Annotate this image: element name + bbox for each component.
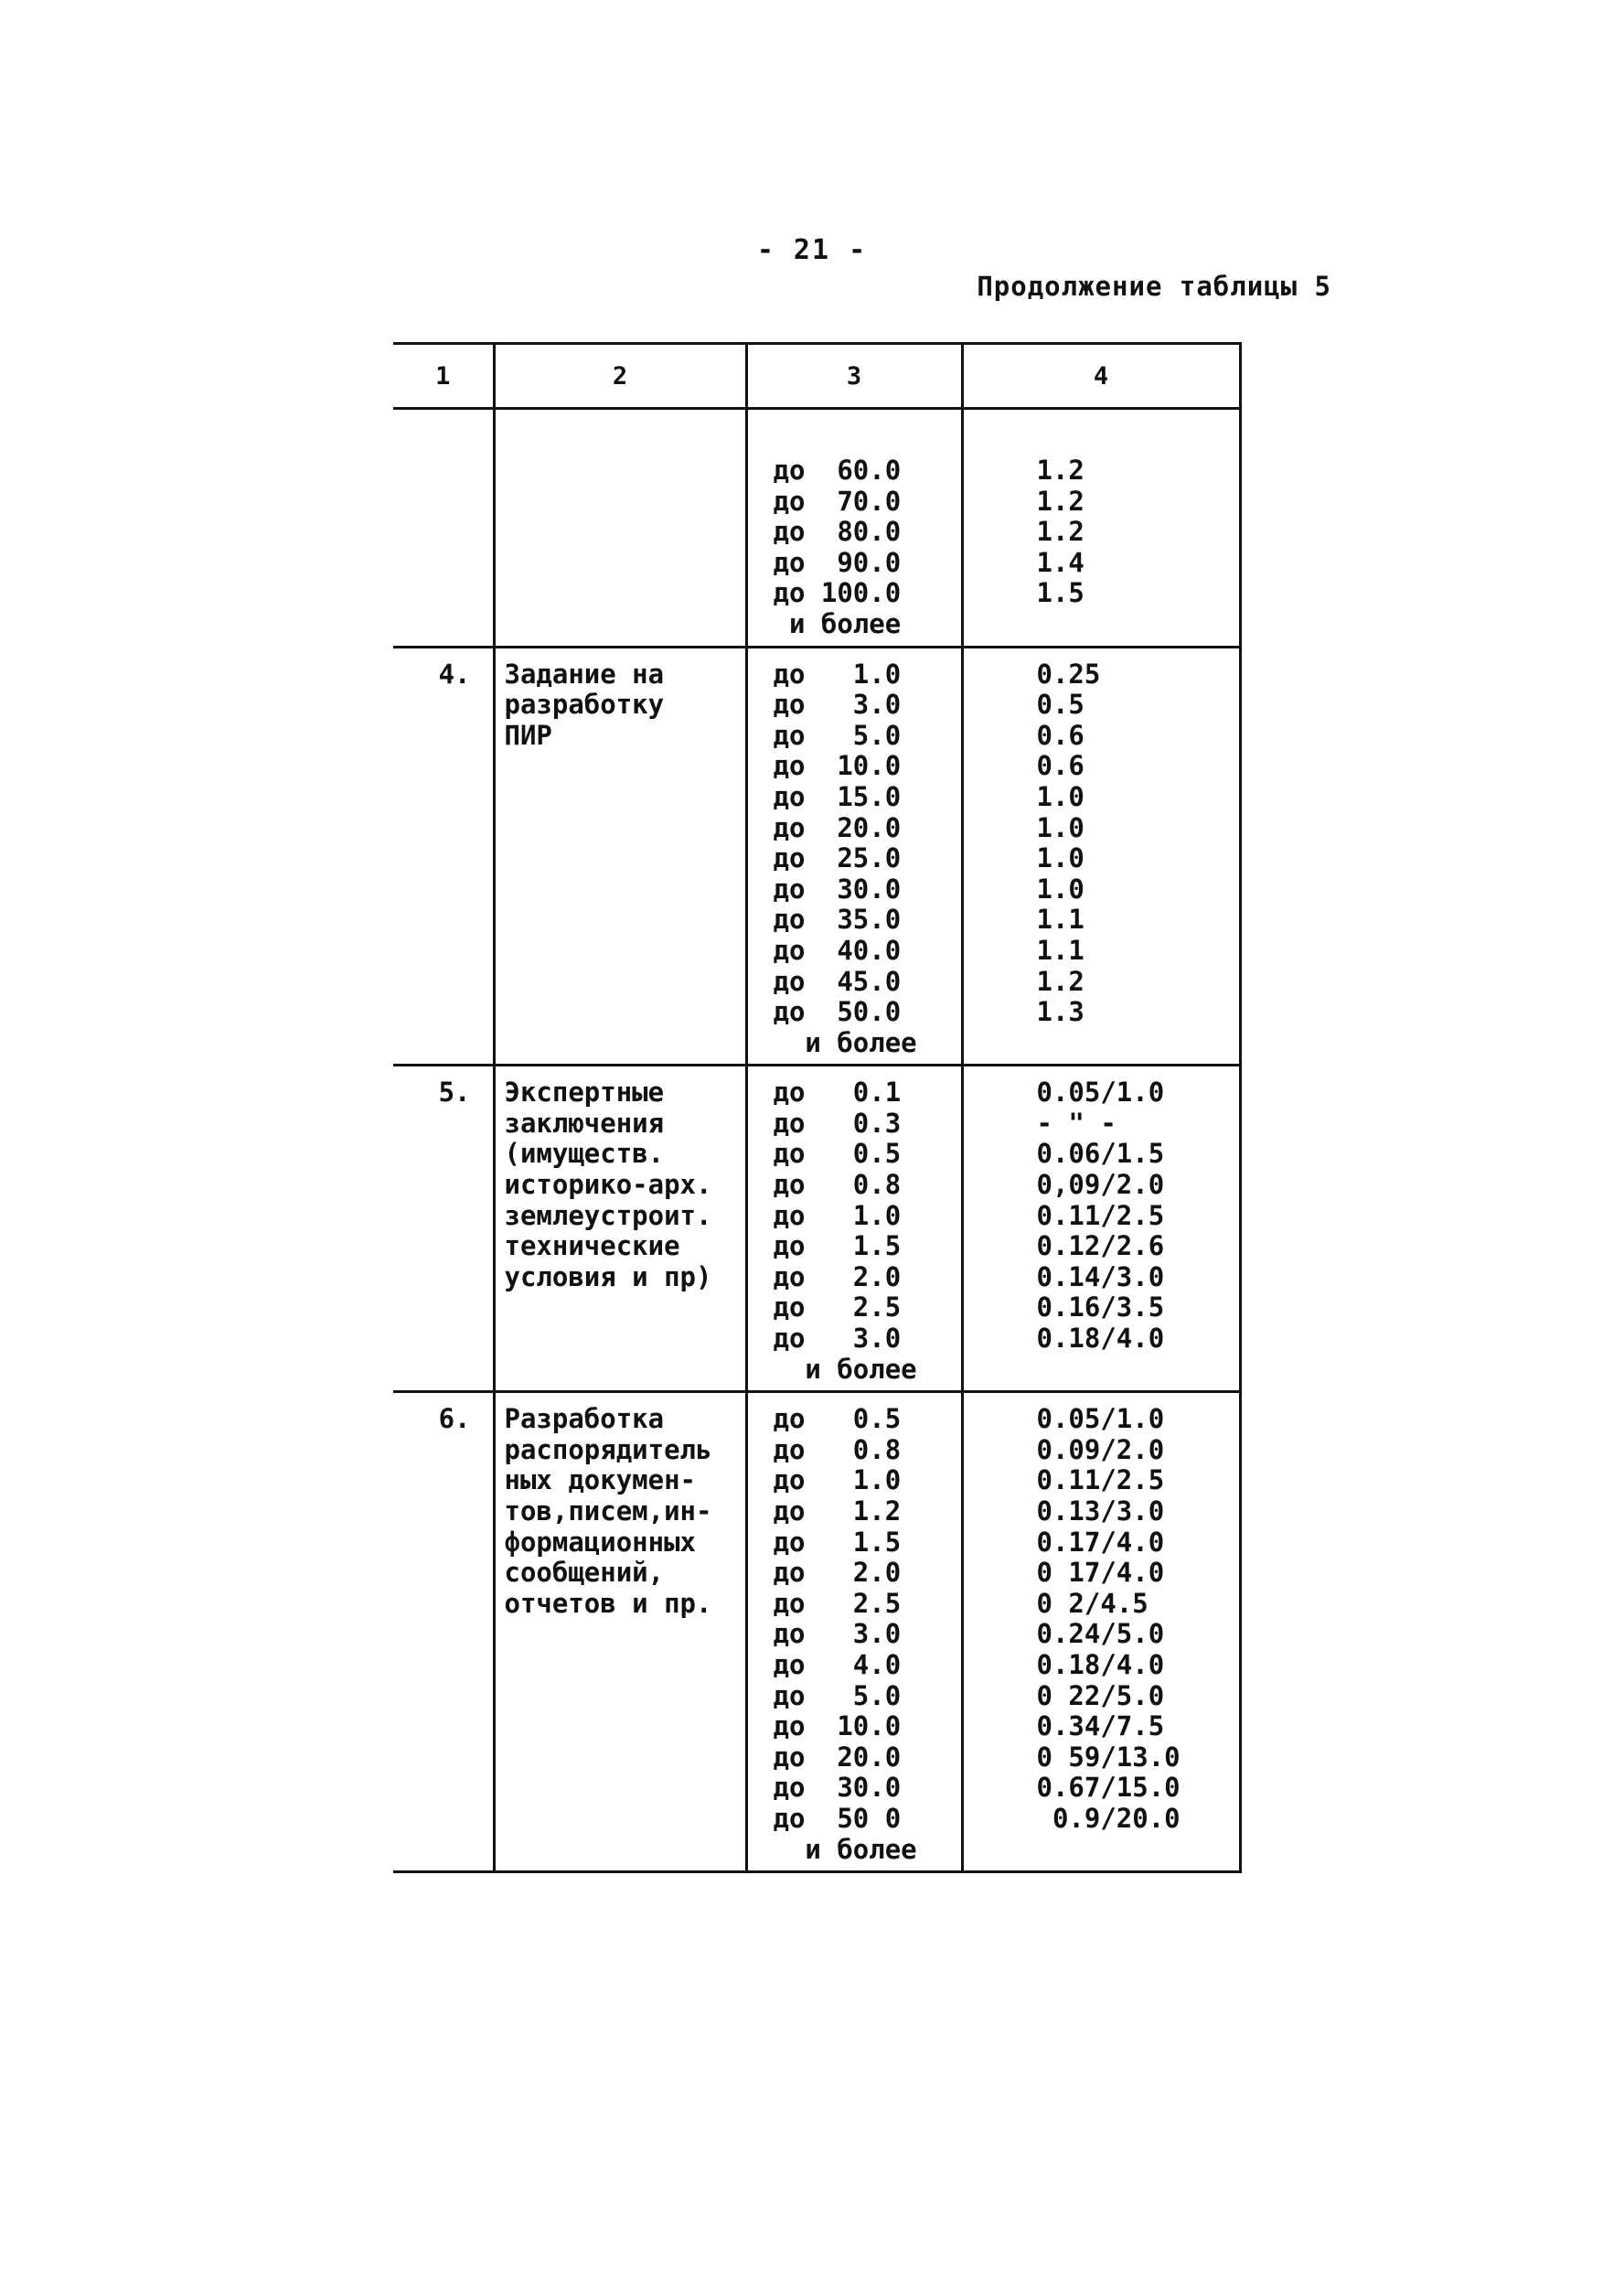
coefficient-value: 1.1 <box>1036 904 1084 936</box>
range-value: до 2.5 <box>773 1587 902 1619</box>
range-value: до 1.0 <box>773 1199 902 1231</box>
coefficient-value: 1.5 <box>1036 577 1084 609</box>
range-more-label: и более <box>773 1353 917 1385</box>
item-number: 6. <box>393 1392 494 1872</box>
range-value: до 0.5 <box>773 1138 902 1170</box>
coefficient-value: 0.6 <box>1036 750 1084 782</box>
range-value: до 5.0 <box>773 719 902 751</box>
range-value: до 15.0 <box>773 780 902 812</box>
coefficient-cell <box>962 1392 1240 1872</box>
coefficient-value: 0.6 <box>1036 719 1084 751</box>
coefficient-value: 0.5 <box>1036 689 1084 721</box>
range-more-label: и более <box>773 607 902 639</box>
range-value: до 2.0 <box>773 1557 902 1589</box>
coefficient-value: 0,09/2.0 <box>1036 1169 1165 1201</box>
work-type-cell <box>494 1066 746 1392</box>
work-type-line: формационных <box>504 1526 697 1558</box>
work-type-line: условия и пр) <box>504 1260 712 1292</box>
table-row <box>393 1066 1240 1392</box>
coefficient-value: 1.0 <box>1036 842 1084 874</box>
column-header: 1 <box>393 344 494 409</box>
range-value: до 50.0 <box>773 996 902 1028</box>
range-value: до 90.0 <box>773 546 902 578</box>
coefficient-value: 1.0 <box>1036 811 1084 843</box>
table-header-row <box>393 344 1240 409</box>
coefficient-value: 0.18/4.0 <box>1036 1323 1165 1355</box>
coefficient-value: 1.1 <box>1036 934 1084 966</box>
work-type-line: Разработка <box>504 1403 665 1435</box>
work-type-line: ных докумен- <box>504 1464 697 1496</box>
work-type-line: историко-арх. <box>504 1169 712 1201</box>
coefficient-value: 0.9/20.0 <box>1036 1802 1181 1834</box>
work-type-cell <box>494 647 746 1066</box>
range-value: до 100.0 <box>773 577 902 609</box>
work-type-cell <box>494 1392 746 1872</box>
coefficient-value: 0 2/4.5 <box>1036 1587 1149 1619</box>
range-cell <box>746 1066 962 1392</box>
item-number: 5. <box>393 1066 494 1392</box>
coefficient-value: 1.0 <box>1036 873 1084 905</box>
coefficient-cell <box>962 647 1240 1066</box>
work-type-line: отчетов и пр. <box>504 1587 712 1619</box>
range-value: до 1.5 <box>773 1230 902 1262</box>
coefficient-value: 0.11/2.5 <box>1036 1464 1165 1496</box>
coefficient-value: 0.14/3.0 <box>1036 1260 1165 1292</box>
coefficient-value: 1.0 <box>1036 780 1084 812</box>
range-value: до 2.0 <box>773 1260 902 1292</box>
coefficient-value: 0.17/4.0 <box>1036 1526 1165 1558</box>
range-value: до 0.8 <box>773 1433 902 1465</box>
range-cell <box>746 647 962 1066</box>
range-value: до 50 0 <box>773 1802 902 1834</box>
work-type-line: разработку <box>504 689 665 721</box>
table-row <box>393 409 1240 648</box>
coefficient-value: 0.05/1.0 <box>1036 1403 1165 1435</box>
range-value: до 10.0 <box>773 1710 902 1742</box>
coefficient-value: 0.24/5.0 <box>1036 1618 1165 1650</box>
page-number: - 21 - <box>756 234 868 266</box>
coefficient-value: 0.06/1.5 <box>1036 1138 1165 1170</box>
coefficient-value: 0.05/1.0 <box>1036 1077 1165 1109</box>
coefficient-value: 1.2 <box>1036 965 1084 997</box>
coefficient-value: 0.25 <box>1036 658 1101 690</box>
continuation-title: Продолжение таблицы 5 <box>977 271 1331 302</box>
table-row <box>393 1392 1240 1872</box>
range-value: до 20.0 <box>773 811 902 843</box>
coefficient-value: 0.13/3.0 <box>1036 1495 1165 1527</box>
work-type-cell <box>494 409 746 648</box>
coefficient-value: 0.34/7.5 <box>1036 1710 1165 1742</box>
coefficient-cell <box>962 409 1240 648</box>
coefficient-value: 1.2 <box>1036 485 1084 517</box>
range-value: до 3.0 <box>773 1618 902 1650</box>
range-more-label: и более <box>773 1026 917 1058</box>
range-cell <box>746 1392 962 1872</box>
coefficient-value: 1.3 <box>1036 996 1084 1028</box>
coefficient-value: 0.12/2.6 <box>1036 1230 1165 1262</box>
range-value: до 1.5 <box>773 1526 902 1558</box>
coefficient-value: - " - <box>1036 1107 1116 1139</box>
coefficient-value: 0 59/13.0 <box>1036 1741 1181 1773</box>
coefficient-value: 1.2 <box>1036 455 1084 486</box>
range-more-label: и более <box>773 1833 917 1865</box>
work-type-line: землеустроит. <box>504 1199 712 1231</box>
coefficient-table <box>393 342 1242 1873</box>
range-value: до 10.0 <box>773 750 902 782</box>
coefficient-value: 0.67/15.0 <box>1036 1772 1181 1804</box>
range-value: до 40.0 <box>773 934 902 966</box>
coefficient-value: 0 17/4.0 <box>1036 1557 1165 1589</box>
coefficient-value: 0.11/2.5 <box>1036 1199 1165 1231</box>
work-type-line: (имуществ. <box>504 1138 665 1170</box>
coefficient-value: 0 22/5.0 <box>1036 1679 1165 1711</box>
work-type-line: Задание на <box>504 658 665 690</box>
coefficient-value: 0.09/2.0 <box>1036 1433 1165 1465</box>
coefficient-value: 1.4 <box>1036 546 1084 578</box>
work-type-line: сообщений, <box>504 1557 665 1589</box>
range-value: до 80.0 <box>773 516 902 548</box>
range-value: до 0.1 <box>773 1077 902 1109</box>
coefficient-value: 1.2 <box>1036 516 1084 548</box>
range-value: до 70.0 <box>773 485 902 517</box>
range-value: до 20.0 <box>773 1741 902 1773</box>
range-value: до 1.0 <box>773 1464 902 1496</box>
range-value: до 60.0 <box>773 455 902 486</box>
work-type-line: тов,писем,ин- <box>504 1495 712 1527</box>
work-type-line: заключения <box>504 1107 665 1139</box>
range-value: до 4.0 <box>773 1648 902 1680</box>
work-type-line: Экспертные <box>504 1077 665 1109</box>
column-header: 3 <box>746 344 962 409</box>
range-value: до 0.8 <box>773 1169 902 1201</box>
range-value: до 0.5 <box>773 1403 902 1435</box>
item-number <box>393 409 494 648</box>
range-value: до 3.0 <box>773 689 902 721</box>
range-cell <box>746 409 962 648</box>
range-value: до 45.0 <box>773 965 902 997</box>
range-value: до 1.0 <box>773 658 902 690</box>
coefficient-cell <box>962 1066 1240 1392</box>
column-header: 2 <box>494 344 746 409</box>
range-value: до 2.5 <box>773 1291 902 1323</box>
item-number: 4. <box>393 647 494 1066</box>
work-type-line: технические <box>504 1230 680 1262</box>
table-row <box>393 647 1240 1066</box>
range-value: до 30.0 <box>773 1772 902 1804</box>
range-value: до 30.0 <box>773 873 902 905</box>
range-value: до 3.0 <box>773 1323 902 1355</box>
work-type-line: распорядитель <box>504 1433 712 1465</box>
range-value: до 5.0 <box>773 1679 902 1711</box>
table-body <box>393 409 1240 1872</box>
work-type-line: ПИР <box>504 719 552 751</box>
coefficient-value: 0.16/3.5 <box>1036 1291 1165 1323</box>
range-value: до 25.0 <box>773 842 902 874</box>
range-value: до 0.3 <box>773 1107 902 1139</box>
range-value: до 35.0 <box>773 904 902 936</box>
coefficient-value: 0.18/4.0 <box>1036 1648 1165 1680</box>
range-value: до 1.2 <box>773 1495 902 1527</box>
column-header: 4 <box>962 344 1240 409</box>
